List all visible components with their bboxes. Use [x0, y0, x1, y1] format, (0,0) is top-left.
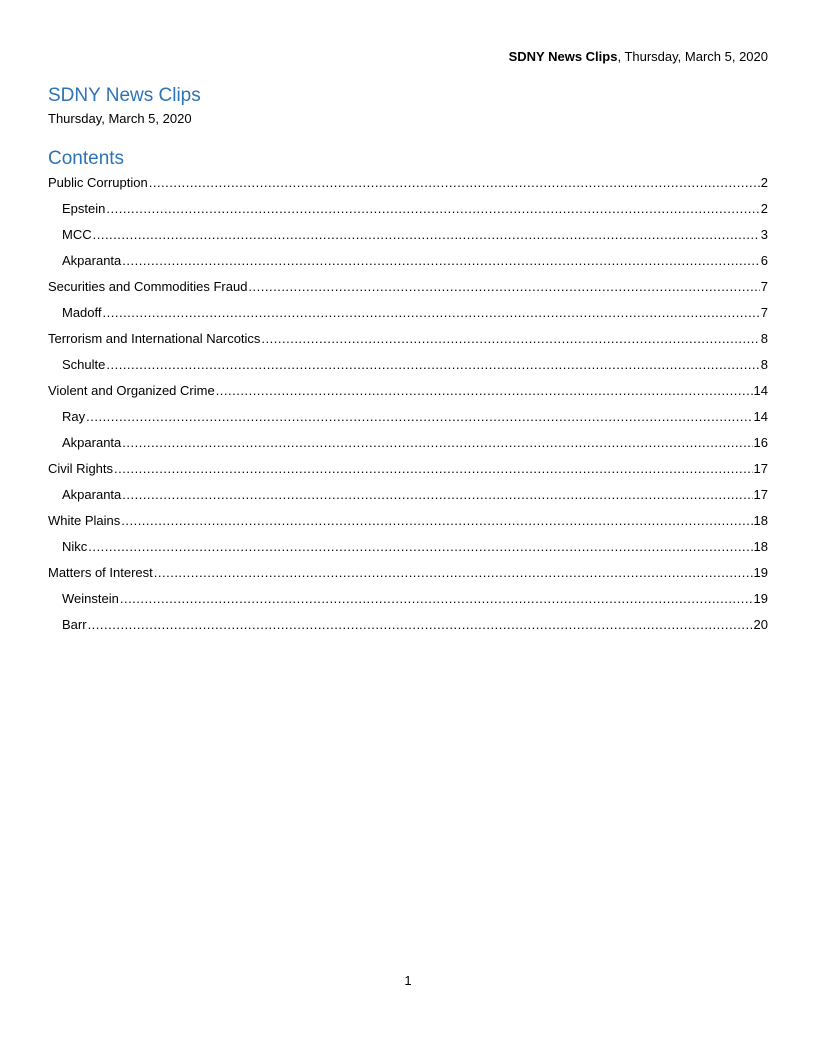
toc-entry-page-number: 17 [753, 487, 768, 502]
toc-dot-leader [86, 408, 752, 425]
toc-dot-leader [93, 226, 760, 243]
toc-entry-page-number: 19 [753, 565, 768, 580]
toc-entry-label: Securities and Commodities Fraud [48, 279, 248, 294]
toc-entry-page-number: 6 [760, 253, 768, 268]
toc-entry-label: Barr [62, 617, 87, 632]
document-date: Thursday, March 5, 2020 [48, 111, 192, 126]
toc-entry-label: Matters of Interest [48, 565, 153, 580]
toc-entry-label: MCC [62, 227, 92, 242]
toc-entry-page-number: 7 [760, 305, 768, 320]
toc-entry[interactable] [48, 382, 768, 408]
toc-subentry[interactable] [48, 486, 768, 512]
toc-dot-leader [88, 616, 753, 633]
toc-subentry[interactable] [48, 200, 768, 226]
toc-dot-leader [120, 590, 753, 607]
toc-entry-page-number: 18 [753, 539, 768, 554]
toc-subentry[interactable] [48, 252, 768, 278]
toc-subentry[interactable] [48, 226, 768, 252]
toc-dot-leader [149, 174, 760, 191]
toc-entry-page-number: 7 [760, 279, 768, 294]
table-of-contents [48, 174, 768, 642]
toc-dot-leader [103, 304, 760, 321]
page-header [509, 48, 768, 66]
toc-entry-label: Madoff [62, 305, 102, 320]
toc-dot-leader [261, 330, 759, 347]
toc-subentry[interactable] [48, 538, 768, 564]
toc-dot-leader [122, 252, 760, 269]
toc-subentry[interactable] [48, 304, 768, 330]
toc-dot-leader [106, 356, 759, 373]
header-title: SDNY News Clips [508, 49, 618, 64]
toc-entry-page-number: 14 [753, 409, 768, 424]
toc-entry-label: Terrorism and International Narcotics [48, 331, 261, 346]
toc-dot-leader [122, 434, 752, 451]
toc-entry-label: Nikc [62, 539, 88, 554]
page-number: 1 [404, 973, 412, 988]
toc-entry-page-number: 20 [753, 617, 768, 632]
toc-entry-label: Epstein [62, 201, 106, 216]
toc-entry-page-number: 8 [760, 331, 768, 346]
toc-dot-leader [122, 486, 752, 503]
toc-entry[interactable] [48, 512, 768, 538]
toc-entry-page-number: 2 [760, 175, 768, 190]
toc-entry-label: Akparanta [62, 435, 122, 450]
toc-entry[interactable] [48, 330, 768, 356]
toc-entry-page-number: 3 [760, 227, 768, 242]
toc-entry[interactable] [48, 564, 768, 590]
toc-subentry[interactable] [48, 356, 768, 382]
toc-entry[interactable] [48, 278, 768, 304]
toc-entry-label: White Plains [48, 513, 121, 528]
toc-entry-page-number: 8 [760, 357, 768, 372]
toc-entry[interactable] [48, 460, 768, 486]
toc-dot-leader [216, 382, 753, 399]
toc-entry-label: Ray [62, 409, 86, 424]
toc-dot-leader [248, 278, 759, 295]
toc-dot-leader [114, 460, 753, 477]
toc-dot-leader [121, 512, 752, 529]
toc-entry-label: Civil Rights [48, 461, 114, 476]
toc-entry-label: Akparanta [62, 487, 122, 502]
toc-dot-leader [88, 538, 752, 555]
toc-entry-page-number: 17 [753, 461, 768, 476]
toc-entry-page-number: 14 [753, 383, 768, 398]
toc-entry-page-number: 16 [753, 435, 768, 450]
toc-entry-label: Violent and Organized Crime [48, 383, 215, 398]
toc-entry-label: Weinstein [62, 591, 119, 606]
toc-entry[interactable] [48, 174, 768, 200]
toc-dot-leader [106, 200, 759, 217]
toc-subentry[interactable] [48, 434, 768, 460]
toc-subentry[interactable] [48, 616, 768, 642]
contents-heading: Contents [48, 148, 125, 169]
header-date: , Thursday, March 5, 2020 [617, 49, 768, 64]
toc-subentry[interactable] [48, 408, 768, 434]
toc-entry-page-number: 19 [753, 591, 768, 606]
toc-entry-label: Public Corruption [48, 175, 148, 190]
toc-dot-leader [154, 564, 753, 581]
toc-entry-page-number: 2 [760, 201, 768, 216]
document-title: SDNY News Clips [48, 85, 201, 106]
toc-subentry[interactable] [48, 590, 768, 616]
toc-entry-label: Schulte [62, 357, 106, 372]
toc-entry-page-number: 18 [753, 513, 768, 528]
toc-entry-label: Akparanta [62, 253, 122, 268]
